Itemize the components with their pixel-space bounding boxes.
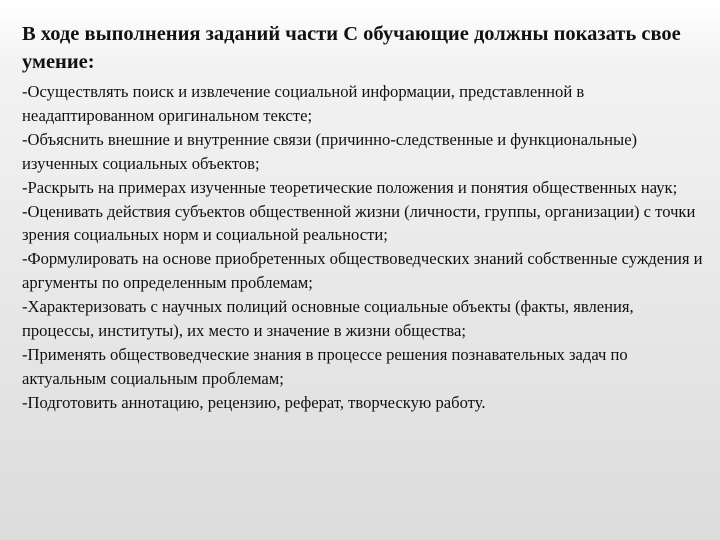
list-item: -Применять обществоведческие знания в процессе решения познавательных задач по актуальным социальным проблемам;	[22, 344, 628, 388]
list-item: -Оценивать действия субъектов общественной жизни (личности, группы, организации) с точки зрения социальных норм и социальной реальности;	[22, 201, 696, 245]
skills-list	[22, 80, 706, 415]
list-item: -Подготовить аннотацию, рецензию, реферат, творческую работу.	[22, 392, 486, 412]
list-item: -Раскрыть на примерах изученные теоретические положения и понятия общественных наук;	[22, 177, 678, 197]
list-item: -Объяснить внешние и внутренние связи (причинно-следственные и функциональные) изученных социальных объектов;	[22, 129, 638, 173]
slide-title: В ходе выполнения заданий части С обучающие должны показать свое умение:	[22, 23, 681, 73]
list-item: -Формулировать на основе приобретенных обществоведческих знаний собственные суждения и аргументы по определенным проблемам;	[22, 249, 703, 293]
list-item: -Характеризовать с научных полиций основные социальные объекты (факты, явления, процессы, институты), их место и значение в жизни общества;	[22, 297, 634, 341]
list-item: -Осуществлять поиск и извлечение социальной информации, представленной в неадаптированном оригинальном тексте;	[22, 82, 585, 125]
